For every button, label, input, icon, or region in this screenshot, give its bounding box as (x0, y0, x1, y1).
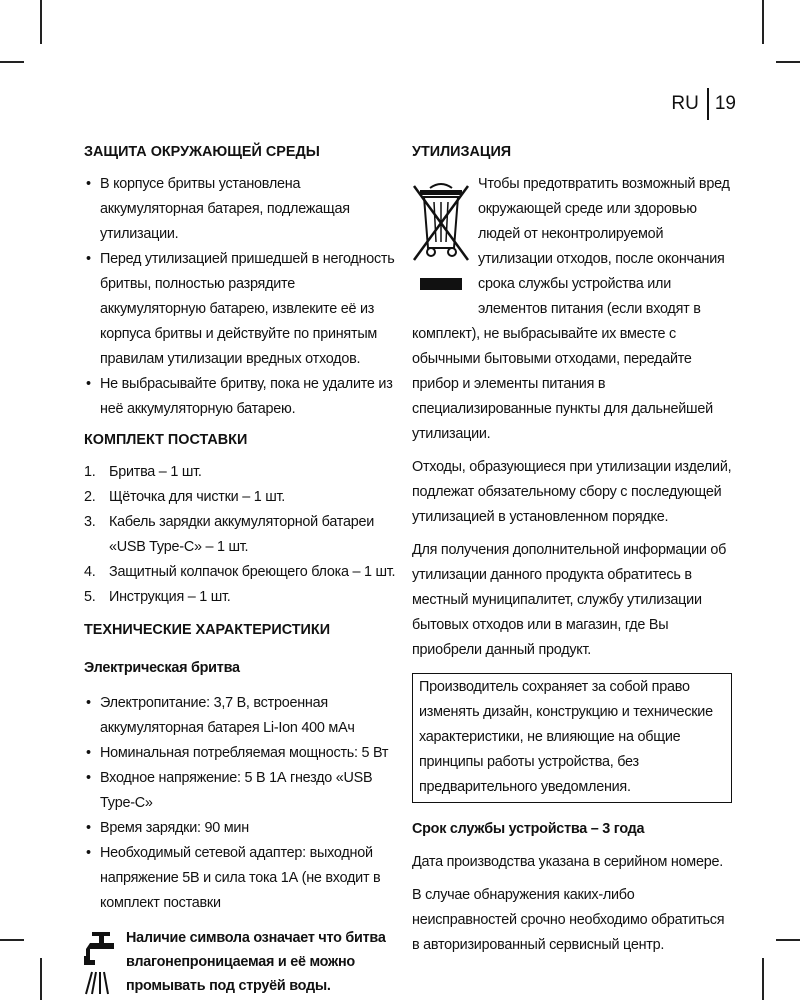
crop-mark (776, 939, 800, 941)
water-tap-icon (84, 930, 124, 996)
list-item: • Электропитание: 3,7 В, встроенная аккумуляторная батарея Li-Ion 400 мАч (84, 691, 402, 741)
list-item: • Не выбрасывайте бритву, пока не удалите из неё аккумуляторную батарею. (84, 372, 402, 422)
item-number: 5. (84, 589, 96, 605)
list-item: • Необходимый сетевой адаптер: выходной напряжение 5В и сила тока 1А (не входит в комплект поставки (84, 841, 402, 916)
left-column (84, 140, 402, 998)
list-item: • Входное напряжение: 5 В 1А гнездо «USB Type-C» (84, 766, 402, 816)
list-item (84, 485, 402, 510)
water-note (84, 926, 402, 998)
env-heading: ЗАЩИТА ОКРУЖАЮЩЕЙ СРЕДЫ (84, 144, 320, 160)
crop-mark (762, 958, 764, 1000)
crossed-bin-icon (412, 178, 470, 300)
crop-mark (0, 61, 24, 63)
page-number: 19 (714, 93, 736, 114)
list-item (84, 510, 402, 560)
water-note-text: Наличие символа означает что битва влагонепроницаемая и её можно промывать под струёй воды. (126, 930, 386, 994)
specs-heading: ТЕХНИЧЕСКИЕ ХАРАКТЕРИСТИКИ (84, 622, 331, 638)
list-item: • Номинальная потребляемая мощность: 5 Вт (84, 741, 402, 766)
item-number: 1. (84, 464, 96, 480)
list-item: • В корпусе бритвы установлена аккумуляторная батарея, подлежащая утилизации. (84, 172, 402, 247)
env-list (84, 172, 402, 422)
crop-mark (776, 61, 800, 63)
list-item (84, 585, 402, 610)
right-column (412, 140, 732, 966)
item-number: 2. (84, 489, 96, 505)
item-text: Кабель зарядки аккумуляторной батареи «USB Type-C» – 1 шт. (109, 514, 375, 555)
disposal-paragraph-2: Отходы, образующиеся при утилизации изделий, подлежат обязательному сбору с последующей утилизацией в установленном порядке. (412, 459, 732, 525)
malfunction-note: В случае обнаружения каких-либо неисправностей срочно необходимо обратиться в авторизированный сервисный центр. (412, 887, 725, 953)
kit-list (84, 460, 402, 610)
disposal-paragraph-1: Чтобы предотвратить возможный вред окружающей среде или здоровью людей от неконтролируемой утилизации отходов, после окончания срока службы устройства или элементов питания (если входят в комплект), не выбрасывайте их вместе с обычными бытовыми отходами, передайте прибор и элементы питания в специализированные пункты для дальнейшей утилизации. (412, 176, 730, 442)
item-text: Инструкция – 1 шт. (109, 589, 231, 605)
item-number: 4. (84, 564, 96, 580)
list-item: • Время зарядки: 90 мин (84, 816, 402, 841)
list-item: • Перед утилизацией пришедшей в негодность бритвы, полностью разрядите аккумуляторную батарею, извлеките её из корпуса бритвы и действуйте по принятым правилам утилизации вредных отходов. (84, 247, 402, 372)
page-header (671, 88, 736, 120)
service-life: Срок службы устройства – 3 года (412, 821, 645, 837)
crop-mark (40, 0, 42, 44)
kit-heading: КОМПЛЕКТ ПОСТАВКИ (84, 432, 248, 448)
list-item (84, 460, 402, 485)
item-number: 3. (84, 514, 96, 530)
list-item (84, 560, 402, 585)
language-code: RU (671, 93, 699, 114)
item-text: Бритва – 1 шт. (109, 464, 202, 480)
disposal-heading: УТИЛИЗАЦИЯ (412, 144, 512, 160)
item-text: Защитный колпачок бреющего блока – 1 шт. (109, 564, 396, 580)
crop-mark (40, 958, 42, 1000)
crop-mark (0, 939, 24, 941)
manufacturer-notice-box (412, 673, 732, 803)
manufacturer-notice-text: Производитель сохраняет за собой право изменять дизайн, конструкцию и технические характеристики, не влияющие на общие принципы работы устройства, без предварительного уведомления. (419, 679, 713, 795)
specs-list (84, 691, 402, 916)
disposal-paragraph-3: Для получения дополнительной информации об утилизации данного продукта обратитесь в местный муниципалитет, службу утилизации бытовых отходов или в магазин, где Вы приобрели данный продукт. (412, 542, 727, 658)
specs-subheading: Электрическая бритва (84, 660, 240, 676)
item-text: Щёточка для чистки – 1 шт. (109, 489, 286, 505)
crop-mark (762, 0, 764, 44)
production-date-note: Дата производства указана в серийном номере. (412, 854, 723, 870)
